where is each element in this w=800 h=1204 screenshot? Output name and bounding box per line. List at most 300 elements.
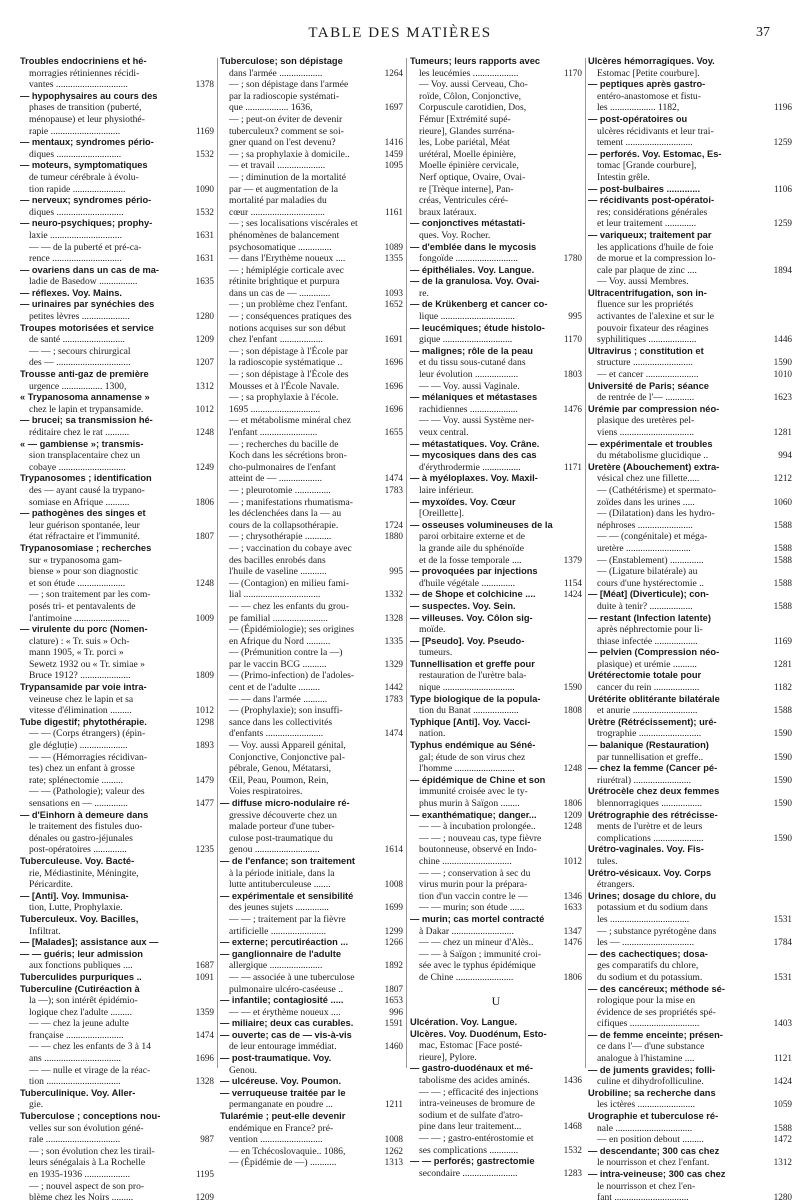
page-ref: 1590 bbox=[563, 682, 582, 693]
page-ref: 1347 bbox=[563, 925, 582, 936]
entry-text: après néphrectomie pour li- bbox=[597, 624, 703, 636]
page-ref: 1378 bbox=[195, 79, 214, 90]
index-entry-head bbox=[20, 543, 214, 555]
entry-text: Tuberculose; son dépistage bbox=[220, 56, 343, 66]
page-title: TABLE DES MATIÈRES bbox=[308, 25, 492, 41]
index-entry-head bbox=[588, 891, 792, 903]
index-entry-line bbox=[410, 79, 582, 91]
entry-text: rale ............................... bbox=[29, 1134, 121, 1146]
index-entry-line bbox=[220, 172, 403, 184]
entry-text: virus murin pour la prépara- bbox=[419, 879, 528, 891]
entry-text: sensations en — .............. bbox=[29, 798, 128, 809]
entry-text: cobaye ............................ bbox=[29, 461, 126, 473]
entry-text: potassium et du sodium dans bbox=[597, 902, 708, 914]
entry-text: — ovariens dans un cas de ma- bbox=[20, 264, 159, 275]
entry-text: — post-bulbaires ............. bbox=[588, 183, 701, 194]
entry-text: zoïdes dans les urines ..... bbox=[597, 496, 695, 508]
index-entry-head bbox=[410, 497, 582, 509]
index-columns bbox=[20, 56, 792, 1204]
index-entry-line bbox=[20, 833, 214, 845]
index-entry-line bbox=[20, 450, 214, 462]
entry-text: Œil, Peau, Poumon, Rein, bbox=[229, 774, 329, 786]
page-ref: 1121 bbox=[773, 1053, 792, 1064]
entry-text: — — chez les enfants de 3 à 14 bbox=[29, 1041, 152, 1053]
index-entry-line bbox=[220, 670, 403, 682]
page-ref: 1691 bbox=[384, 334, 403, 345]
entry-text: Urétrographie des rétrécisse- bbox=[588, 809, 718, 820]
page-ref: 1892 bbox=[384, 960, 403, 971]
entry-text: laxie .............................. bbox=[29, 229, 122, 241]
entry-text: Ulcération. Voy. Langue. bbox=[410, 1017, 518, 1028]
entry-text: d'enfants ........................ bbox=[229, 728, 324, 740]
entry-text: — ; un problème chez l'enfant. bbox=[229, 299, 348, 311]
page-ref: 1328 bbox=[384, 612, 403, 623]
index-entry-line bbox=[588, 543, 792, 555]
index-entry-line bbox=[588, 578, 792, 590]
index-entry-line bbox=[20, 1018, 214, 1030]
index-entry-line bbox=[20, 485, 214, 497]
entry-text: — conjonctives métastati- bbox=[410, 218, 526, 229]
index-entry-line bbox=[588, 265, 792, 277]
entry-text: paroi orbitaire externe et de bbox=[419, 531, 526, 543]
entry-text: dans l'armée .................. bbox=[229, 67, 323, 79]
entry-text: genou ........................... bbox=[229, 844, 320, 856]
page-ref: 1091 bbox=[195, 971, 214, 982]
index-entry-line bbox=[220, 520, 403, 532]
entry-text: cours d'une hystérectomie .. bbox=[597, 577, 704, 589]
index-entry-line bbox=[220, 299, 403, 311]
entry-text: rachidiennes .................... bbox=[419, 403, 518, 415]
index-entry-line bbox=[220, 613, 403, 625]
entry-text: créas, Ventricules céré- bbox=[419, 195, 509, 207]
index-entry-line bbox=[20, 995, 214, 1007]
entry-text: — ; son traitement par les com- bbox=[29, 589, 151, 601]
index-entry-head bbox=[220, 1018, 403, 1030]
index-entry-head bbox=[410, 659, 582, 671]
page-ref: 1280 bbox=[773, 1192, 792, 1203]
entry-text: restauration de l'urètre bala- bbox=[419, 670, 527, 682]
entry-text: re. bbox=[419, 287, 429, 299]
index-entry-head bbox=[20, 624, 214, 636]
entry-text: — gastro-duodénaux et mé- bbox=[410, 1063, 533, 1074]
entry-text: la radioscopie systématique .. bbox=[229, 357, 343, 369]
index-entry-line bbox=[588, 1181, 792, 1193]
index-entry-line bbox=[20, 1099, 214, 1111]
entry-text: malade porteur d'une tuber- bbox=[229, 821, 335, 833]
page-ref: 1264 bbox=[384, 67, 403, 78]
entry-text: tuberculeux? comment se soi- bbox=[229, 125, 344, 137]
index-entry-line bbox=[220, 984, 403, 996]
index-entry-head bbox=[588, 1088, 792, 1100]
index-entry-line bbox=[588, 995, 792, 1007]
entry-text: Ulcères hémorragiques. Voy. bbox=[588, 56, 715, 66]
entry-text: somiase en Afrique .......... bbox=[29, 496, 130, 508]
entry-text: Typhus endémique au Séné- bbox=[410, 740, 536, 751]
entry-text: entéro-anastomose et fistu- bbox=[597, 90, 701, 102]
index-entry-line bbox=[220, 462, 403, 474]
entry-text: et du tissu sous-cutané dans bbox=[419, 357, 526, 369]
entry-text: rie, Médiastinite, Méningite, bbox=[29, 867, 139, 879]
entry-text: Urètre (Rétrécissement); uré- bbox=[588, 716, 717, 727]
index-entry-line bbox=[20, 752, 214, 764]
index-entry-head bbox=[588, 381, 792, 393]
index-entry-line bbox=[220, 902, 403, 914]
index-entry-line bbox=[220, 694, 403, 706]
index-entry-head bbox=[20, 415, 214, 427]
entry-text: Troubles endocriniens et hé- bbox=[20, 56, 147, 66]
page-ref: 1416 bbox=[384, 137, 403, 148]
page-ref: 1012 bbox=[195, 705, 214, 716]
index-entry-line bbox=[20, 207, 214, 219]
index-entry-head bbox=[588, 694, 792, 706]
index-column-2 bbox=[220, 56, 403, 1169]
index-entry-line bbox=[410, 531, 582, 543]
index-entry-line bbox=[588, 972, 792, 984]
entry-text: — [Malades]; assistance aux — bbox=[20, 937, 159, 948]
entry-text: chine ............................. bbox=[419, 855, 512, 867]
page-ref: 1093 bbox=[384, 287, 403, 298]
index-entry-head bbox=[410, 276, 582, 288]
entry-text: — moteurs, symptomatiques bbox=[20, 160, 148, 171]
index-entry-line bbox=[410, 578, 582, 590]
entry-text: Corpuscule carotidien, Dos, bbox=[419, 102, 527, 114]
index-entry-head bbox=[20, 195, 214, 207]
entry-text: cours de la collapsothérapie. bbox=[229, 519, 339, 531]
entry-text: Infiltrat. bbox=[29, 925, 61, 937]
page-ref: 1259 bbox=[773, 218, 792, 229]
entry-text: gle dégluție) .................... bbox=[29, 740, 128, 752]
entry-text: et leur traitement ............. bbox=[597, 218, 697, 230]
index-entry-line bbox=[410, 114, 582, 126]
entry-text: cifiques ............................. bbox=[597, 1018, 700, 1030]
entry-text: plasique des uretères pel- bbox=[597, 415, 695, 427]
entry-text: Tularémie ; peut-elle devenir bbox=[220, 1111, 346, 1122]
entry-text: Trypanosomiase ; recherches bbox=[20, 542, 152, 553]
index-entry-head bbox=[20, 323, 214, 335]
index-entry-head bbox=[588, 589, 792, 601]
entry-text: ce dans l'— d'une substance bbox=[597, 1041, 705, 1053]
index-entry-line bbox=[220, 439, 403, 451]
entry-text: boutonneuse, observé en Indo- bbox=[419, 844, 537, 856]
index-entry-line bbox=[220, 868, 403, 880]
index-entry-line bbox=[220, 1123, 403, 1135]
index-entry-line bbox=[20, 1053, 214, 1065]
index-entry-head bbox=[220, 56, 403, 68]
entry-text: diques ........................... bbox=[29, 148, 122, 160]
entry-text: gique ............................. bbox=[419, 334, 513, 346]
index-entry-line bbox=[588, 624, 792, 636]
entry-text: évidence de ses propriétés spé- bbox=[597, 1006, 716, 1018]
index-entry-line bbox=[588, 137, 792, 149]
index-entry-line bbox=[410, 868, 582, 880]
entry-text: Tumeurs; leurs rapports avec bbox=[410, 56, 541, 66]
entry-text: — — murin; son étude ...... bbox=[419, 902, 525, 914]
index-entry-line bbox=[220, 601, 403, 613]
entry-text: tules. bbox=[597, 855, 618, 867]
entry-text: — ulcéreuse. Voy. Poumon. bbox=[220, 1076, 342, 1087]
page-ref: 1196 bbox=[773, 102, 792, 113]
page-ref: 1696 bbox=[384, 357, 403, 368]
entry-text: — pathogènes des singes et bbox=[20, 508, 146, 519]
entry-text: sée avec le typhus épidémique bbox=[419, 960, 536, 972]
page-ref: 1170 bbox=[563, 67, 582, 78]
index-entry-line bbox=[20, 497, 214, 509]
index-entry-line bbox=[220, 717, 403, 729]
index-entry-line bbox=[410, 357, 582, 369]
entry-text: rate; splénectomie ......... bbox=[29, 774, 124, 786]
index-entry-line bbox=[20, 172, 214, 184]
index-entry-head bbox=[20, 473, 214, 485]
index-entry-head bbox=[410, 1063, 582, 1075]
page-ref: 1590 bbox=[773, 774, 792, 785]
entry-text: — perforés. Voy. Estomac, Es- bbox=[588, 148, 722, 159]
index-entry-line bbox=[20, 960, 214, 972]
entry-text: de santé .......................... bbox=[29, 334, 125, 346]
page-ref: 1209 bbox=[195, 1192, 214, 1203]
index-entry-line bbox=[410, 728, 582, 740]
entry-text: Trousse anti-gaz de première bbox=[20, 369, 149, 380]
entry-text: — peptiques après gastro- bbox=[588, 79, 706, 90]
page-ref: 995 bbox=[389, 566, 403, 577]
page-ref: 1008 bbox=[384, 879, 403, 890]
entry-text: de Chine ........................ bbox=[419, 971, 514, 983]
index-entry-line bbox=[220, 1041, 403, 1053]
entry-text: artificielle ....................... bbox=[229, 925, 326, 937]
index-entry-head bbox=[410, 740, 582, 752]
index-entry-line bbox=[220, 972, 403, 984]
entry-text: logique chez l'adulte ......... bbox=[29, 1006, 132, 1018]
entry-text: — ; son dépistage à l'École par bbox=[229, 345, 348, 357]
page-ref: 1283 bbox=[563, 1167, 582, 1178]
entry-text: — des cancéreux; méthode sé- bbox=[588, 983, 725, 994]
entry-text: ses complications ............ bbox=[419, 1144, 519, 1156]
entry-text: — Voy. aussi Membres. bbox=[597, 276, 689, 288]
entry-text: Genou. bbox=[229, 1064, 257, 1076]
entry-text: — post-traumatique. Voy. bbox=[220, 1053, 332, 1064]
index-entry-line bbox=[20, 184, 214, 196]
page-ref: 1403 bbox=[773, 1018, 792, 1029]
entry-text: la —); son intérêt épidémio- bbox=[29, 995, 138, 1007]
index-entry-head bbox=[588, 1065, 792, 1077]
entry-text: permanganate en poudre ... bbox=[229, 1099, 333, 1111]
entry-text: — verruqueuse traitée par le bbox=[220, 1087, 346, 1098]
index-entry-head bbox=[20, 682, 214, 694]
entry-text: duite à tenir? .................. bbox=[597, 600, 693, 612]
index-entry-line bbox=[410, 68, 582, 80]
page-ref: 1803 bbox=[563, 369, 582, 380]
index-entry-line bbox=[588, 242, 792, 254]
entry-text: — de Krükenberg et cancer co- bbox=[410, 299, 548, 310]
index-entry-head bbox=[410, 439, 582, 451]
entry-text: — expérimentale et sensibilité bbox=[220, 890, 354, 901]
page-ref: 1809 bbox=[195, 670, 214, 681]
index-entry-line bbox=[588, 752, 792, 764]
index-entry-line bbox=[588, 160, 792, 172]
index-entry-head bbox=[410, 1029, 582, 1041]
index-entry-line bbox=[220, 1146, 403, 1158]
page-ref: 1590 bbox=[773, 798, 792, 808]
entry-text: rapie ............................. bbox=[29, 125, 121, 137]
page-ref: 1446 bbox=[773, 334, 792, 345]
index-entry-line bbox=[588, 555, 792, 567]
index-entry-line bbox=[220, 914, 403, 926]
entry-text: — (Prémunition contre la —) bbox=[229, 647, 343, 659]
entry-text: cancer du rein ................... bbox=[597, 682, 700, 694]
page-ref: 1477 bbox=[195, 798, 214, 808]
entry-text: diques ............................ bbox=[29, 206, 124, 218]
index-entry-line bbox=[588, 276, 792, 288]
entry-text: Urobiline; sa recherche dans bbox=[588, 1087, 716, 1098]
index-entry-line bbox=[410, 1133, 582, 1145]
entry-text: — dans l'Erythème noueux .... bbox=[229, 253, 346, 265]
entry-text: état réfractaire et l'immunité. bbox=[29, 531, 140, 543]
page-ref: 995 bbox=[568, 311, 582, 322]
entry-text: les — .............................. bbox=[597, 937, 695, 949]
index-entry-line bbox=[20, 798, 214, 810]
index-entry-head bbox=[20, 1088, 214, 1100]
page-ref: 1060 bbox=[773, 496, 792, 507]
entry-text: cent et de l'adulte ......... bbox=[229, 682, 320, 694]
index-entry-head bbox=[588, 763, 792, 775]
index-entry-line bbox=[20, 1041, 214, 1053]
index-entry-head bbox=[588, 1030, 792, 1042]
entry-text: cale par plaque de zinc .... bbox=[597, 264, 697, 276]
index-entry-head bbox=[20, 914, 214, 926]
page-ref: 1328 bbox=[195, 1076, 214, 1087]
index-entry-line bbox=[220, 242, 403, 254]
entry-text: cho-pulmonaires de l'enfant bbox=[229, 461, 336, 473]
entry-text: — mélaniques et métastases bbox=[410, 392, 538, 403]
entry-text: Urétro-vaginales. Voy. Fis- bbox=[588, 844, 704, 855]
index-entry-line bbox=[410, 763, 582, 775]
index-entry-head bbox=[20, 160, 214, 172]
entry-text: — (Enstablement) .............. bbox=[597, 554, 704, 566]
entry-text: — — ; gastro-entérostomie et bbox=[419, 1133, 534, 1145]
entry-text: — — (congénitale) et méga- bbox=[597, 531, 708, 543]
index-entry-line bbox=[220, 392, 403, 404]
entry-text: l'enfant ........................ bbox=[229, 427, 318, 438]
page-ref: 1590 bbox=[773, 728, 792, 739]
entry-text: — de Shope et colchicine .... bbox=[410, 589, 536, 600]
entry-text: — — chez un mineur d'Alès.. bbox=[419, 937, 534, 949]
entry-text: ménopause) et leur physiothé- bbox=[29, 113, 145, 125]
entry-text: — hypophysaires au cours des bbox=[20, 90, 158, 101]
entry-text: pébrale, Genou, Métatarsi, bbox=[229, 763, 332, 775]
page-ref: 1211 bbox=[384, 1099, 403, 1110]
index-entry-line bbox=[410, 1075, 582, 1087]
entry-text: gal; étude de son virus chez bbox=[419, 751, 526, 763]
page-ref: 987 bbox=[200, 1134, 214, 1145]
entry-text: étrangers. bbox=[597, 879, 635, 891]
index-entry-line bbox=[410, 879, 582, 891]
index-entry-line bbox=[20, 114, 214, 126]
entry-text: braux latéraux. bbox=[419, 206, 477, 218]
entry-text: Koch dans les sécrétions bron- bbox=[229, 450, 347, 462]
index-entry-line bbox=[410, 160, 582, 172]
page-ref: 994 bbox=[778, 450, 792, 461]
index-entry-line bbox=[410, 1052, 582, 1064]
page-ref: 1459 bbox=[384, 148, 403, 159]
entry-text: immunité croisée avec le ty- bbox=[419, 786, 528, 798]
entry-text: urétéral, Moelle épinière, bbox=[419, 148, 516, 160]
index-entry-head bbox=[588, 740, 792, 752]
index-entry-line bbox=[220, 276, 403, 288]
index-entry-line bbox=[20, 728, 214, 740]
page-ref: 1182 bbox=[773, 682, 792, 693]
entry-text: de leur entourage immédiat. bbox=[229, 1041, 337, 1053]
entry-text: l'antimoine ....................... bbox=[29, 612, 130, 624]
index-entry-line bbox=[588, 126, 792, 138]
index-entry-line bbox=[20, 868, 214, 880]
entry-text: blème chez les Noirs ......... bbox=[29, 1192, 134, 1204]
entry-text: — externe; percutiréaction ... bbox=[220, 937, 349, 948]
entry-text: complications ..................... bbox=[597, 832, 704, 844]
entry-text: — exanthématique; danger... bbox=[410, 809, 537, 820]
entry-text: gressive découverte chez un bbox=[229, 809, 337, 821]
page-ref: 1335 bbox=[384, 635, 403, 646]
page-ref: 1259 bbox=[773, 137, 792, 148]
entry-text: — ; sa prophylaxie à domicile.. bbox=[229, 148, 350, 160]
page-ref: 1281 bbox=[773, 427, 792, 437]
entry-text: — — ; conservation à sec du bbox=[419, 867, 531, 879]
index-entry-head bbox=[588, 647, 792, 659]
page-ref: 1806 bbox=[195, 496, 214, 507]
index-entry-line bbox=[220, 566, 403, 578]
entry-text: Ultracentrifugation, son in- bbox=[588, 287, 707, 298]
index-entry-line bbox=[20, 531, 214, 543]
page-ref: 1008 bbox=[384, 1134, 403, 1145]
index-entry-line bbox=[410, 311, 582, 323]
index-entry-line bbox=[220, 265, 403, 277]
index-entry-line bbox=[588, 323, 792, 335]
index-entry-line bbox=[588, 1192, 792, 1204]
index-entry-line bbox=[588, 253, 792, 265]
entry-text: Péricardite. bbox=[29, 879, 73, 891]
index-entry-head bbox=[588, 786, 792, 798]
index-entry-head bbox=[20, 937, 214, 949]
index-entry-line bbox=[20, 427, 214, 439]
entry-text: rieure], Glandes surréna- bbox=[419, 125, 515, 137]
page-ref: 1212 bbox=[773, 473, 792, 484]
page-ref: 1591 bbox=[384, 1018, 403, 1029]
entry-text: post-opératoires .............. bbox=[29, 844, 127, 856]
entry-text: les leucémies ................... bbox=[419, 67, 519, 79]
entry-text: viens ............................... bbox=[597, 427, 695, 438]
entry-text: trographie .......................... bbox=[597, 728, 702, 740]
index-entry-line bbox=[20, 670, 214, 682]
page-ref: 1095 bbox=[384, 160, 403, 171]
entry-text: tes) chez un enfant à grosse bbox=[29, 763, 135, 775]
index-entry-line bbox=[588, 218, 792, 230]
index-entry-line bbox=[20, 230, 214, 242]
page-ref: 1355 bbox=[384, 253, 403, 264]
page-ref: 1235 bbox=[195, 844, 214, 855]
page-ref: 1209 bbox=[563, 809, 582, 820]
index-entry-line bbox=[220, 589, 403, 601]
entry-text: Fémur [Extrémité supé- bbox=[419, 113, 511, 125]
page-ref: 1424 bbox=[773, 1076, 792, 1087]
index-entry-line bbox=[20, 694, 214, 706]
index-entry-head bbox=[20, 508, 214, 520]
entry-text: Urétérite oblitérante bilatérale bbox=[588, 693, 720, 704]
page-ref: 1266 bbox=[384, 937, 403, 948]
entry-text: — — ; efficacité des injections bbox=[419, 1086, 539, 1098]
index-entry-line bbox=[20, 404, 214, 416]
index-entry-line bbox=[410, 856, 582, 868]
page-ref: 1298 bbox=[195, 716, 214, 727]
index-entry-line bbox=[220, 288, 403, 300]
index-entry-line bbox=[20, 1065, 214, 1077]
